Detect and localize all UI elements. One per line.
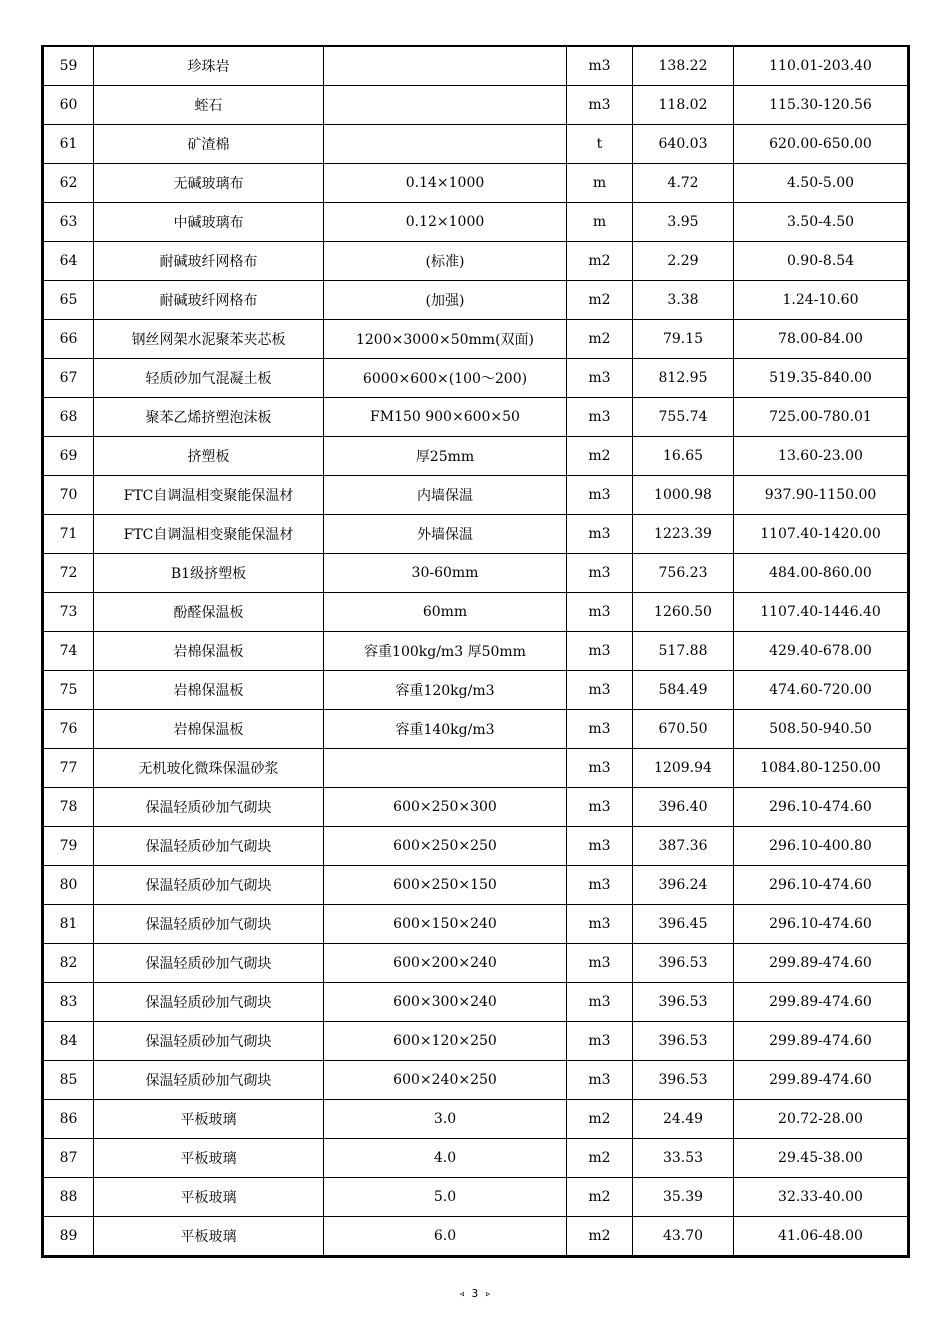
table-row: [43, 905, 909, 944]
price-range-cell: 299.89-474.60: [734, 1061, 909, 1100]
specification-cell: 600×250×300: [324, 788, 567, 827]
table-row: [43, 320, 909, 359]
row-number-cell: 71: [43, 515, 94, 554]
row-number-cell: 59: [43, 46, 94, 86]
price-range-cell: 296.10-400.80: [734, 827, 909, 866]
price-range-cell: 937.90-1150.00: [734, 476, 909, 515]
average-price-cell: 812.95: [633, 359, 734, 398]
row-number-cell: 63: [43, 203, 94, 242]
row-number-cell: 83: [43, 983, 94, 1022]
table-row: [43, 281, 909, 320]
specification-cell: 6000×600×(100～200): [324, 359, 567, 398]
average-price-cell: 79.15: [633, 320, 734, 359]
table-row: [43, 1217, 909, 1257]
specification-cell: [324, 125, 567, 164]
table-row: [43, 983, 909, 1022]
unit-cell: m3: [567, 46, 633, 86]
material-name-cell: 保温轻质砂加气砌块: [94, 1061, 324, 1100]
specification-cell: [324, 86, 567, 125]
row-number-cell: 73: [43, 593, 94, 632]
table-row: [43, 203, 909, 242]
material-name-cell: FTC自调温相变聚能保温材: [94, 515, 324, 554]
price-range-cell: 32.33-40.00: [734, 1178, 909, 1217]
specification-cell: 厚25mm: [324, 437, 567, 476]
row-number-cell: 86: [43, 1100, 94, 1139]
material-name-cell: 保温轻质砂加气砌块: [94, 944, 324, 983]
unit-cell: m: [567, 203, 633, 242]
unit-cell: m3: [567, 710, 633, 749]
price-range-cell: 115.30-120.56: [734, 86, 909, 125]
specification-cell: [324, 46, 567, 86]
price-range-cell: 429.40-678.00: [734, 632, 909, 671]
unit-cell: m3: [567, 983, 633, 1022]
unit-cell: m3: [567, 86, 633, 125]
price-range-cell: 474.60-720.00: [734, 671, 909, 710]
price-range-cell: 296.10-474.60: [734, 866, 909, 905]
row-number-cell: 69: [43, 437, 94, 476]
price-range-cell: 3.50-4.50: [734, 203, 909, 242]
row-number-cell: 70: [43, 476, 94, 515]
row-number-cell: 89: [43, 1217, 94, 1257]
average-price-cell: 387.36: [633, 827, 734, 866]
table-row: [43, 749, 909, 788]
average-price-cell: 396.53: [633, 983, 734, 1022]
price-range-cell: 41.06-48.00: [734, 1217, 909, 1257]
material-name-cell: 聚苯乙烯挤塑泡沫板: [94, 398, 324, 437]
page-number: ◃ 3 ▹: [458, 1287, 492, 1300]
average-price-cell: 396.24: [633, 866, 734, 905]
table-row: [43, 944, 909, 983]
specification-cell: 600×120×250: [324, 1022, 567, 1061]
table-row: [43, 632, 909, 671]
specification-cell: 容重100kg/m3 厚50mm: [324, 632, 567, 671]
unit-cell: m3: [567, 515, 633, 554]
row-number-cell: 78: [43, 788, 94, 827]
table-row: [43, 1178, 909, 1217]
material-name-cell: 岩棉保温板: [94, 710, 324, 749]
price-range-cell: 299.89-474.60: [734, 983, 909, 1022]
specification-cell: 3.0: [324, 1100, 567, 1139]
unit-cell: m2: [567, 1139, 633, 1178]
material-name-cell: B1级挤塑板: [94, 554, 324, 593]
table-row: [43, 437, 909, 476]
specification-cell: (标准): [324, 242, 567, 281]
table-row: [43, 1100, 909, 1139]
material-name-cell: 耐碱玻纤网格布: [94, 281, 324, 320]
unit-cell: m3: [567, 944, 633, 983]
row-number-cell: 72: [43, 554, 94, 593]
specification-cell: [324, 749, 567, 788]
material-name-cell: 蛭石: [94, 86, 324, 125]
average-price-cell: 24.49: [633, 1100, 734, 1139]
material-name-cell: 中碱玻璃布: [94, 203, 324, 242]
average-price-cell: 4.72: [633, 164, 734, 203]
row-number-cell: 84: [43, 1022, 94, 1061]
table-row: [43, 710, 909, 749]
table-row: [43, 827, 909, 866]
row-number-cell: 81: [43, 905, 94, 944]
average-price-cell: 584.49: [633, 671, 734, 710]
table-row: [43, 164, 909, 203]
table-row: [43, 1061, 909, 1100]
row-number-cell: 82: [43, 944, 94, 983]
row-number-cell: 74: [43, 632, 94, 671]
price-range-cell: 1107.40-1446.40: [734, 593, 909, 632]
average-price-cell: 1260.50: [633, 593, 734, 632]
unit-cell: m3: [567, 671, 633, 710]
specification-cell: 0.12×1000: [324, 203, 567, 242]
price-range-cell: 620.00-650.00: [734, 125, 909, 164]
specification-cell: 600×240×250: [324, 1061, 567, 1100]
price-range-cell: 1084.80-1250.00: [734, 749, 909, 788]
material-name-cell: 轻质砂加气混凝土板: [94, 359, 324, 398]
specification-cell: 6.0: [324, 1217, 567, 1257]
specification-cell: 内墙保温: [324, 476, 567, 515]
average-price-cell: 396.53: [633, 944, 734, 983]
specification-cell: 4.0: [324, 1139, 567, 1178]
material-name-cell: 保温轻质砂加气砌块: [94, 866, 324, 905]
specification-cell: FM150 900×600×50: [324, 398, 567, 437]
row-number-cell: 60: [43, 86, 94, 125]
table-row: [43, 1022, 909, 1061]
material-name-cell: 酚醛保温板: [94, 593, 324, 632]
average-price-cell: 670.50: [633, 710, 734, 749]
specification-cell: 5.0: [324, 1178, 567, 1217]
table-row: [43, 866, 909, 905]
specification-cell: 600×250×250: [324, 827, 567, 866]
unit-cell: m2: [567, 1100, 633, 1139]
unit-cell: m: [567, 164, 633, 203]
material-name-cell: 平板玻璃: [94, 1139, 324, 1178]
row-number-cell: 68: [43, 398, 94, 437]
specification-cell: 容重120kg/m3: [324, 671, 567, 710]
table-row: [43, 46, 909, 86]
average-price-cell: 16.65: [633, 437, 734, 476]
average-price-cell: 1000.98: [633, 476, 734, 515]
unit-cell: m2: [567, 281, 633, 320]
price-range-cell: 13.60-23.00: [734, 437, 909, 476]
unit-cell: m3: [567, 398, 633, 437]
price-range-cell: 508.50-940.50: [734, 710, 909, 749]
material-name-cell: 无机玻化微珠保温砂浆: [94, 749, 324, 788]
average-price-cell: 396.53: [633, 1061, 734, 1100]
row-number-cell: 65: [43, 281, 94, 320]
material-name-cell: 保温轻质砂加气砌块: [94, 983, 324, 1022]
unit-cell: m3: [567, 827, 633, 866]
price-range-cell: 296.10-474.60: [734, 905, 909, 944]
table-row: [43, 86, 909, 125]
row-number-cell: 66: [43, 320, 94, 359]
average-price-cell: 33.53: [633, 1139, 734, 1178]
specification-cell: 容重140kg/m3: [324, 710, 567, 749]
average-price-cell: 1223.39: [633, 515, 734, 554]
price-range-cell: 725.00-780.01: [734, 398, 909, 437]
average-price-cell: 756.23: [633, 554, 734, 593]
row-number-cell: 87: [43, 1139, 94, 1178]
specification-cell: 30-60mm: [324, 554, 567, 593]
table-row: [43, 398, 909, 437]
material-name-cell: 保温轻质砂加气砌块: [94, 788, 324, 827]
material-price-table: [41, 45, 910, 1258]
price-range-cell: 484.00-860.00: [734, 554, 909, 593]
row-number-cell: 67: [43, 359, 94, 398]
material-name-cell: FTC自调温相变聚能保温材: [94, 476, 324, 515]
average-price-cell: 396.40: [633, 788, 734, 827]
material-name-cell: 无碱玻璃布: [94, 164, 324, 203]
unit-cell: m2: [567, 320, 633, 359]
material-name-cell: 珍珠岩: [94, 46, 324, 86]
material-name-cell: 岩棉保温板: [94, 632, 324, 671]
material-name-cell: 平板玻璃: [94, 1217, 324, 1257]
table-row: [43, 593, 909, 632]
table-row: [43, 515, 909, 554]
price-range-cell: 4.50-5.00: [734, 164, 909, 203]
average-price-cell: 1209.94: [633, 749, 734, 788]
row-number-cell: 77: [43, 749, 94, 788]
row-number-cell: 88: [43, 1178, 94, 1217]
average-price-cell: 517.88: [633, 632, 734, 671]
average-price-cell: 43.70: [633, 1217, 734, 1257]
unit-cell: m3: [567, 749, 633, 788]
material-name-cell: 保温轻质砂加气砌块: [94, 1022, 324, 1061]
row-number-cell: 79: [43, 827, 94, 866]
material-name-cell: 耐碱玻纤网格布: [94, 242, 324, 281]
average-price-cell: 118.02: [633, 86, 734, 125]
row-number-cell: 80: [43, 866, 94, 905]
material-name-cell: 保温轻质砂加气砌块: [94, 827, 324, 866]
price-range-cell: 110.01-203.40: [734, 46, 909, 86]
specification-cell: 600×200×240: [324, 944, 567, 983]
unit-cell: m2: [567, 242, 633, 281]
average-price-cell: 2.29: [633, 242, 734, 281]
unit-cell: m3: [567, 1061, 633, 1100]
unit-cell: m3: [567, 788, 633, 827]
unit-cell: m3: [567, 905, 633, 944]
price-range-cell: 296.10-474.60: [734, 788, 909, 827]
unit-cell: m3: [567, 632, 633, 671]
unit-cell: m3: [567, 866, 633, 905]
table-row: [43, 476, 909, 515]
table-row: [43, 1139, 909, 1178]
average-price-cell: 3.95: [633, 203, 734, 242]
material-name-cell: 保温轻质砂加气砌块: [94, 905, 324, 944]
price-range-cell: 1.24-10.60: [734, 281, 909, 320]
average-price-cell: 640.03: [633, 125, 734, 164]
specification-cell: 外墙保温: [324, 515, 567, 554]
unit-cell: t: [567, 125, 633, 164]
average-price-cell: 138.22: [633, 46, 734, 86]
specification-cell: 1200×3000×50mm(双面): [324, 320, 567, 359]
material-name-cell: 岩棉保温板: [94, 671, 324, 710]
average-price-cell: 396.53: [633, 1022, 734, 1061]
specification-cell: 600×250×150: [324, 866, 567, 905]
price-range-cell: 29.45-38.00: [734, 1139, 909, 1178]
price-range-cell: 0.90-8.54: [734, 242, 909, 281]
specification-cell: 0.14×1000: [324, 164, 567, 203]
unit-cell: m2: [567, 437, 633, 476]
row-number-cell: 61: [43, 125, 94, 164]
specification-cell: 600×150×240: [324, 905, 567, 944]
material-name-cell: 挤塑板: [94, 437, 324, 476]
specification-cell: 600×300×240: [324, 983, 567, 1022]
average-price-cell: 3.38: [633, 281, 734, 320]
average-price-cell: 755.74: [633, 398, 734, 437]
unit-cell: m2: [567, 1178, 633, 1217]
table-row: [43, 125, 909, 164]
unit-cell: m3: [567, 593, 633, 632]
table-row: [43, 242, 909, 281]
price-range-cell: 78.00-84.00: [734, 320, 909, 359]
unit-cell: m3: [567, 554, 633, 593]
price-range-cell: 519.35-840.00: [734, 359, 909, 398]
unit-cell: m2: [567, 1217, 633, 1257]
row-number-cell: 75: [43, 671, 94, 710]
price-range-cell: 299.89-474.60: [734, 944, 909, 983]
average-price-cell: 396.45: [633, 905, 734, 944]
specification-cell: 60mm: [324, 593, 567, 632]
table-row: [43, 788, 909, 827]
row-number-cell: 85: [43, 1061, 94, 1100]
row-number-cell: 76: [43, 710, 94, 749]
unit-cell: m3: [567, 359, 633, 398]
price-range-cell: 1107.40-1420.00: [734, 515, 909, 554]
table-body: [43, 46, 909, 1257]
price-range-cell: 20.72-28.00: [734, 1100, 909, 1139]
row-number-cell: 62: [43, 164, 94, 203]
table-row: [43, 359, 909, 398]
specification-cell: (加强): [324, 281, 567, 320]
material-name-cell: 平板玻璃: [94, 1178, 324, 1217]
table-row: [43, 671, 909, 710]
average-price-cell: 35.39: [633, 1178, 734, 1217]
material-name-cell: 矿渣棉: [94, 125, 324, 164]
material-name-cell: 平板玻璃: [94, 1100, 324, 1139]
unit-cell: m3: [567, 1022, 633, 1061]
table-row: [43, 554, 909, 593]
material-name-cell: 钢丝网架水泥聚苯夹芯板: [94, 320, 324, 359]
row-number-cell: 64: [43, 242, 94, 281]
unit-cell: m3: [567, 476, 633, 515]
price-range-cell: 299.89-474.60: [734, 1022, 909, 1061]
